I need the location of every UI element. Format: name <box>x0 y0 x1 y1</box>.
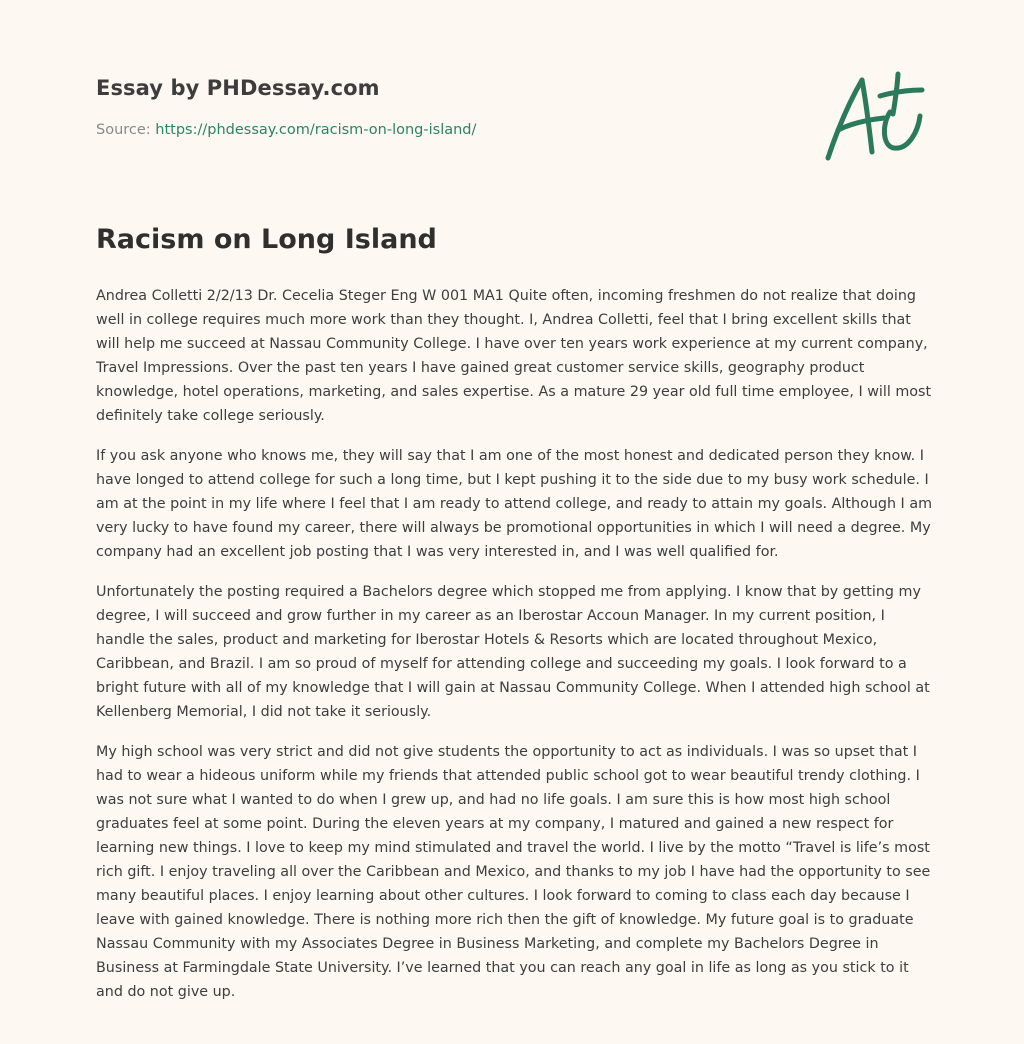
source-line <box>96 122 928 138</box>
essay-body <box>96 284 934 1020</box>
essay-paragraph: Unfortunately the posting required a Bachelors degree which stopped me from applying. I know that by getting my degree, I will succeed and grow further in my career as an Iberostar Accoun Manager. In my current position, I handle the sales, product and marketing for Iberostar Hotels & Resorts which are located throughout Mexico, Caribbean, and Brazil. I am so proud of myself for attending college and succeeding my goals. I look forward to a bright future with all of my knowledge that I will gain at Nassau Community College. When I attended high school at Kellenberg Memorial, I did not take it seriously. <box>96 584 930 720</box>
essay-paragraph: My high school was very strict and did not give students the opportunity to act as individuals. I was so upset that I had to wear a hideous uniform while my friends that attended public school got to wear beautiful trendy clothing. I was not sure what I wanted to do when I grew up, and had no life goals. I am sure this is how most high school graduates feel at some point. During the eleven years at my company, I matured and gained a new respect for learning new things. I love to keep my mind stimulated and travel the world. I live by the motto “Travel is life’s most rich gift. I enjoy traveling all over the Caribbean and Mexico, and thanks to my job I have had the opportunity to see many beautiful places. I enjoy learning about other cultures. I look forward to coming to class each day because I leave with gained knowledge. There is nothing more rich then the gift of knowledge. My future goal is to graduate Nassau Community with my Associates Degree in Business Marketing, and complete my Bachelors Degree in Business at Farmingdale State University. I’ve learned that you can reach any goal in life as long as you stick to it and do not give up. <box>96 744 931 1000</box>
brand-title: Essay by PHDessay.com <box>96 76 380 100</box>
essay-paragraph: Andrea Colletti 2/2/13 Dr. Cecelia Steger Eng W 001 MA1 Quite often, incoming freshmen do not realize that doing well in college requires much more work than they thought. I, Andrea Colletti, feel that I bring excellent skills that will help me succeed at Nassau Community College. I have over ten years work experience at my current company, Travel Impressions. Over the past ten years I have gained great customer service skills, geography product knowledge, hotel operations, marketing, and sales expertise. As a mature 29 year old full time employee, I will most definitely take college seriously. <box>96 288 932 424</box>
essay-paragraph: If you ask anyone who knows me, they will say that I am one of the most honest and dedicated person they know. I have longed to attend college for such a long time, but I kept pushing it to the side due to my busy work schedule. I am at the point in my life where I feel that I am ready to attend college, and ready to attain my goals. Although I am very lucky to have found my career, there will always be promotional opportunities in which I will need a degree. My company had an excellent job posting that I was very interested in, and I was well qualified for. <box>96 448 933 560</box>
page-header <box>96 76 928 138</box>
source-label: Source: <box>96 122 151 138</box>
a-plus-logo-icon <box>822 68 928 164</box>
essay-title: Racism on Long Island <box>96 224 437 255</box>
source-link[interactable]: https://phdessay.com/racism-on-long-island/ <box>155 122 477 138</box>
